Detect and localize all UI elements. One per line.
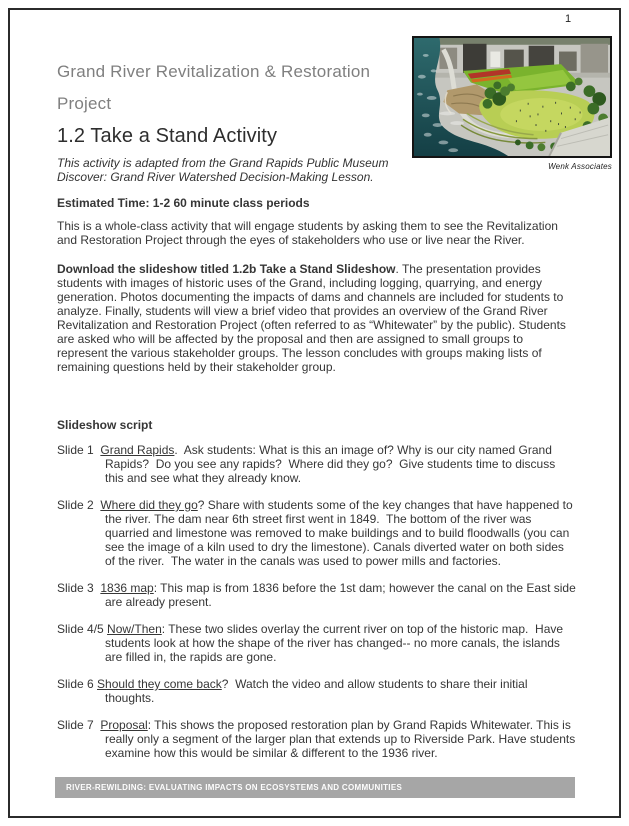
- slide-item-3: [57, 581, 580, 609]
- download-bold-lead: Download the slideshow titled 1.2b Take a Stand Slideshow: [57, 262, 396, 276]
- slideshow-script-heading: Slideshow script: [57, 418, 153, 432]
- estimated-time: Estimated Time: 1-2 60 minute class periods: [57, 196, 310, 210]
- download-paragraph: [57, 262, 577, 374]
- slide-item-2: [57, 498, 577, 568]
- slide-item-1: [57, 443, 577, 485]
- activity-title: 1.2 Take a Stand Activity: [57, 125, 278, 147]
- document-header: [57, 56, 413, 184]
- intro-paragraph: This is a whole-class activity that will engage students by asking them to see the Revitalization and Restoration Project through the eyes of stakeholders who use or live near the River.: [57, 219, 562, 247]
- document-body: [57, 196, 580, 773]
- river-park-illustration: [414, 38, 610, 156]
- slide-title: Grand Rapids: [100, 443, 175, 457]
- slide-title: Where did they go: [100, 498, 198, 512]
- download-paragraph-rest: . The presentation provides students with images of historic uses of the Grand, including logging, quarrying, and energy generation. Photos documenting the impacts of dams and channels are included for students to analyze. Finally, students will view a brief video that provides an overview of the Grand River Revitalization and Restoration Project (often referred to as “Whitewater” by the public). Students are asked who will be affected by the proposal and then are assigned to small groups to represent the various stakeholder groups. The lesson concludes with groups making lists of remaining questions held by their stakeholder group.: [57, 262, 570, 374]
- page-number: 1: [564, 13, 572, 25]
- slide-text: ? Watch the video and allow students to share their initial thoughts.: [105, 677, 531, 705]
- slide-label: Slide 7: [57, 718, 101, 732]
- slide-item-7: [57, 718, 577, 760]
- slide-label: Slide 6: [57, 677, 98, 691]
- document-title: Grand River Revitalization & Restoration Project: [57, 62, 371, 113]
- slide-text: . Ask students: What is this an image of? Why is our city named Grand Rapids? Do you see any rapids? Where did they go? Give students time to discuss this and see what they already know.: [105, 443, 559, 485]
- slide-label: Slide 2: [57, 498, 101, 512]
- slide-title: Now/Then: [107, 622, 162, 636]
- slide-title: Should they come back: [97, 677, 222, 691]
- slide-label: Slide 3: [57, 581, 101, 595]
- slide-title: 1836 map: [100, 581, 154, 595]
- hero-figure: [412, 36, 612, 171]
- slide-title: Proposal: [100, 718, 148, 732]
- slide-text: : This shows the proposed restoration plan by Grand Rapids Whitewater. This is really only a segment of the larger plan that extends up to Riverside Park. Have students examine how this would be similar & different to the 1936 river.: [105, 718, 579, 760]
- slide-text: ? Share with students some of the key changes that have happened to the river. The dam near 6th street first went in 1849. The bottom of the river was quarried and limestone was removed to make buildings and to build floodwalls (you can see the image of a kiln used to dry the limestone). Canals diverted water on both sides of the river. The water in the canals was used to power mills and factories.: [105, 498, 577, 568]
- adapted-from-note: This activity is adapted from the Grand Rapids Public Museum Discover: Grand River Watershed Decision-Making Lesson.: [57, 156, 389, 184]
- slide-label: Slide 4/5: [57, 622, 108, 636]
- hero-image: [412, 36, 612, 158]
- slide-label: Slide 1: [57, 443, 101, 457]
- document-page: [8, 8, 621, 818]
- slide-text: : This map is from 1836 before the 1st dam; however the canal on the East side are already present.: [105, 581, 580, 609]
- slide-text: : These two slides overlay the current river on top of the historic map. Have students look at how the shape of the river has changed-- no more canals, the islands are filled in, the rapids are gone.: [105, 622, 567, 664]
- footer-banner: RIVER-REWILDING: EVALUATING IMPACTS ON ECOSYSTEMS AND COMMUNITIES: [55, 777, 575, 798]
- slide-item-6: [57, 677, 577, 705]
- slide-item-4-5: [57, 622, 577, 664]
- image-credit: Wenk Associates: [548, 162, 612, 171]
